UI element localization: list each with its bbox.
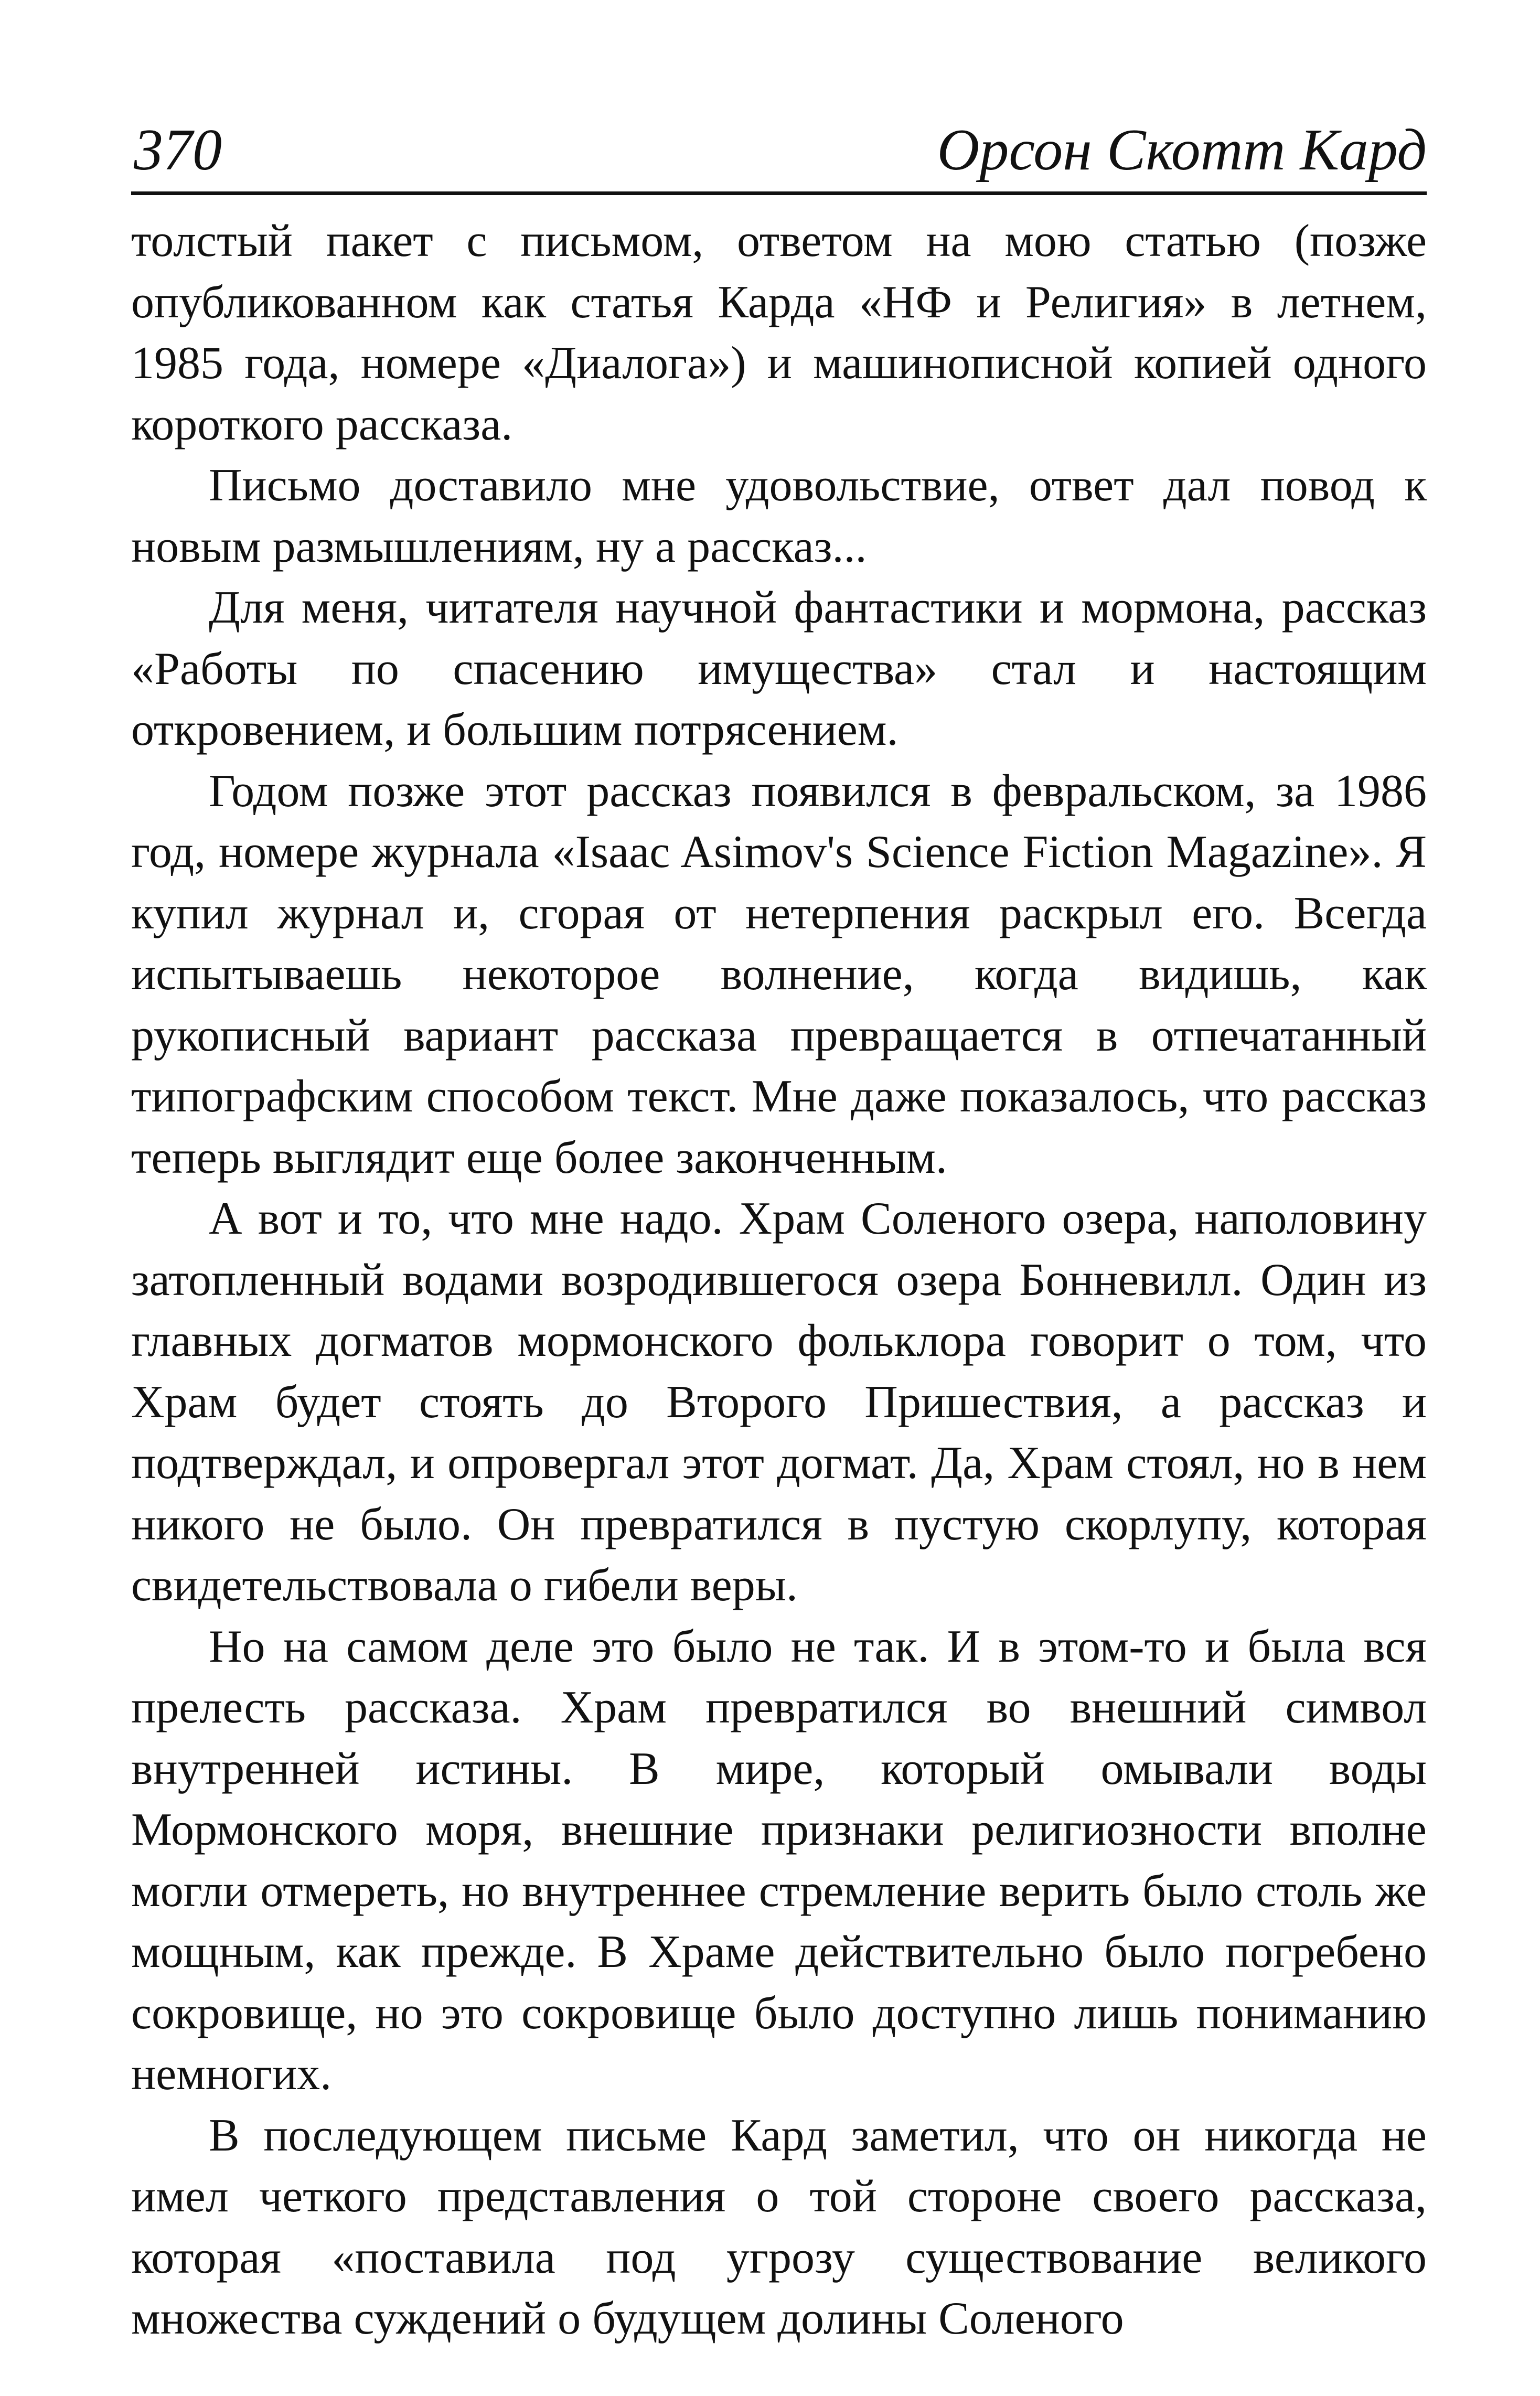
- running-title: Орсон Скотт Кард: [937, 117, 1427, 183]
- running-header: [131, 113, 1427, 195]
- paragraph: Для меня, читателя научной фантастики и мормона, рассказ «Работы по спасению имущества» стал и настоящим откровением, и большим потрясением.: [131, 582, 1427, 755]
- paragraph: А вот и то, что мне надо. Храм Соленого озера, наполовину затопленный водами возродившегося озера Бонневилл. Один из главных догматов мормонского фольклора говорит о том, что Храм будет стоять до Второго Пришествия, а рассказ и подтверждал, и опровергал этот догмат. Да, Храм стоял, но в нем никого не было. Он превратился в пустую скорлупу, которая свидетельствовала о гибели веры.: [131, 1193, 1427, 1611]
- paragraph-continued: толстый пакет с письмом, ответом на мою статью (позже опубликованном как статья Карда «НФ и Религия» в летнем, 1985 года, номере «Диалога») и машинописной копией одного короткого рассказа.: [131, 216, 1427, 450]
- paragraph: Годом позже этот рассказ появился в февральском, за 1986 год, номере журнала «Isaac Asimov's Science Fiction Magazine». Я купил журнал и, сгорая от нетерпения раскрыл его. Всегда испытываешь некоторое волнение, когда видишь, как рукописный вариант рассказа превращается в отпечатанный типографским способом текст. Мне даже показалось, что рассказ теперь выглядит еще более законченным.: [131, 765, 1427, 1183]
- paragraph: Письмо доставило мне удовольствие, ответ дал повод к новым размышлениям, ну а рассказ...: [131, 460, 1427, 572]
- book-page: [131, 113, 1427, 2368]
- body-text: [131, 211, 1427, 2350]
- paragraph: Но на самом деле это было не так. И в этом-то и была вся прелесть рассказа. Храм превратился во внешний символ внутренней истины. В мире, который омывали воды Мормонского моря, внешние признаки религиозности вполне могли отмереть, но внутреннее стремление верить было столь же мощным, как прежде. В Храме действительно было погребено сокровище, но это сокровище было доступно лишь пониманию немногих.: [131, 1621, 1427, 2100]
- paragraph: В последующем письме Кард заметил, что он никогда не имел четкого представления о той стороне своего рассказа, которая «поставила под угрозу существование великого множества суждений о будущем долины Соленого: [131, 2110, 1427, 2344]
- page-number: 370: [134, 117, 222, 183]
